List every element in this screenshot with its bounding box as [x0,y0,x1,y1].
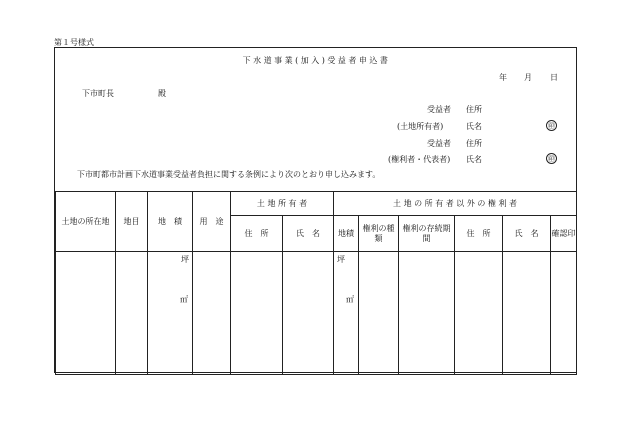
header-land-location: 土地の所在地 [56,192,116,252]
declaration-text: 下市町都市計画下水道事業受益者負担に関する条例により次のとおり申し込みます。 [77,170,381,179]
date-year-label: 年 [499,73,507,82]
cell-confirm-seal[interactable] [551,252,577,375]
cell-rightholder-address[interactable] [455,252,503,375]
header-confirm-seal: 確認印 [551,216,577,252]
cell-land-use[interactable] [193,252,231,375]
header-other-rightholder-group: 土 地 の 所 有 者 以 外 の 権 利 者 [334,192,577,216]
header-land-area: 地 積 [148,192,193,252]
beneficiary-address-label-1: 住所 [466,105,482,114]
header-owner-address: 住 所 [231,216,283,252]
cell-rightholder-name[interactable] [503,252,551,375]
header-rightholder-area: 地積 [334,216,359,252]
beneficiary-name-label-1: 氏名 [466,122,482,131]
cell-land-category[interactable] [116,252,148,375]
unit-m2-label: ㎡ [180,295,188,304]
application-table [55,191,577,375]
beneficiary-address-label-2: 住所 [466,139,482,148]
seal-mark-2: ㊞ [548,155,555,163]
unit-tsubo-label-2: 坪 [337,255,346,264]
addressee-honorific: 殿 [158,89,166,98]
application-form [54,47,577,373]
seal-mark-1: ㊞ [548,122,555,130]
cell-right-period[interactable] [399,252,455,375]
cell-land-area[interactable] [148,252,193,375]
header-landowner-group: 土 地 所 有 者 [231,192,334,216]
cell-owner-name[interactable] [283,252,334,375]
header-right-period: 権利の存続期間 [399,216,455,252]
header-land-use: 用 途 [193,192,231,252]
addressee: 下市町長 [82,89,114,98]
beneficiary-role-owner: (土地所有者) [397,122,444,131]
cell-right-kind[interactable] [359,252,399,375]
beneficiary-role-rightholder: (権利者・代表者) [388,155,451,164]
header-right-kind: 権利の種 類 [359,216,399,252]
cell-rightholder-area[interactable] [334,252,359,375]
header-rightholder-address: 住 所 [455,216,503,252]
cell-owner-address[interactable] [231,252,283,375]
date-day-label: 日 [550,73,558,82]
beneficiary-role-1: 受益者 [427,105,451,114]
unit-m2-label-2: ㎡ [346,295,355,304]
form-number-label: 第１号様式 [54,38,94,47]
unit-tsubo-label: 坪 [181,255,189,264]
header-owner-name: 氏 名 [283,216,334,252]
cell-land-location[interactable] [56,252,116,375]
header-rightholder-name: 氏 名 [503,216,551,252]
beneficiary-role-2: 受益者 [427,139,451,148]
header-land-category: 地目 [116,192,148,252]
date-month-label: 月 [524,73,532,82]
beneficiary-name-label-2: 氏名 [466,155,482,164]
form-title: 下水道事業(加入)受益者申込書 [242,56,391,65]
